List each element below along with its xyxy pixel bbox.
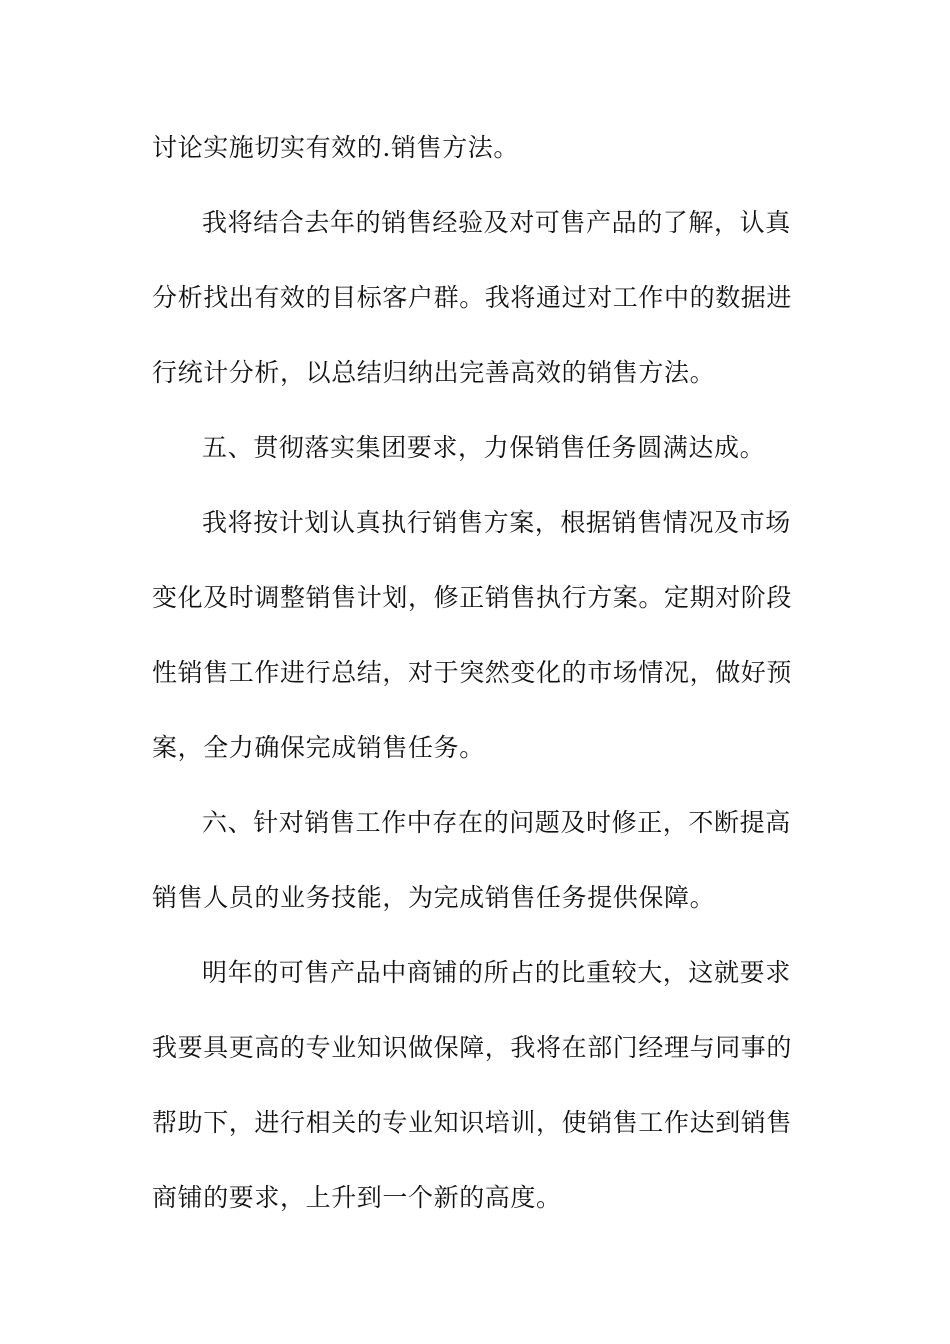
text-line: 明年的可售产品中商铺的所占的比重较大，这就要求 (202, 958, 791, 987)
text-line: 案，全力确保完成销售任务。 (152, 733, 485, 762)
text-line: 性销售工作进行总结，对于突然变化的市场情况，做好预 (152, 658, 793, 687)
section-heading: 五、贯彻落实集团要求，力保销售任务圆满达成。 (202, 433, 766, 462)
text-line: 帮助下，进行相关的专业知识培训，使销售工作达到销售 (152, 1108, 793, 1137)
text-line: 变化及时调整销售计划，修正销售执行方案。定期对阶段 (152, 583, 793, 612)
text-line: 讨论实施切实有效的.销售方法。 (152, 133, 519, 162)
text-line: 销售人员的业务技能，为完成销售任务提供保障。 (152, 883, 716, 912)
text-line: 我将按计划认真执行销售方案，根据销售情况及市场 (202, 508, 791, 537)
text-line: 行统计分析，以总结归纳出完善高效的销售方法。 (152, 358, 716, 387)
text-line: 商铺的要求，上升到一个新的高度。 (152, 1183, 562, 1212)
text-line: 我要具更高的专业知识做保障，我将在部门经理与同事的 (152, 1033, 793, 1062)
text-line: 我将结合去年的销售经验及对可售产品的了解，认真 (202, 208, 791, 237)
section-heading: 六、针对销售工作中存在的问题及时修正，不断提高 (202, 808, 791, 837)
text-line: 分析找出有效的目标客户群。我将通过对工作中的数据进 (152, 283, 793, 312)
